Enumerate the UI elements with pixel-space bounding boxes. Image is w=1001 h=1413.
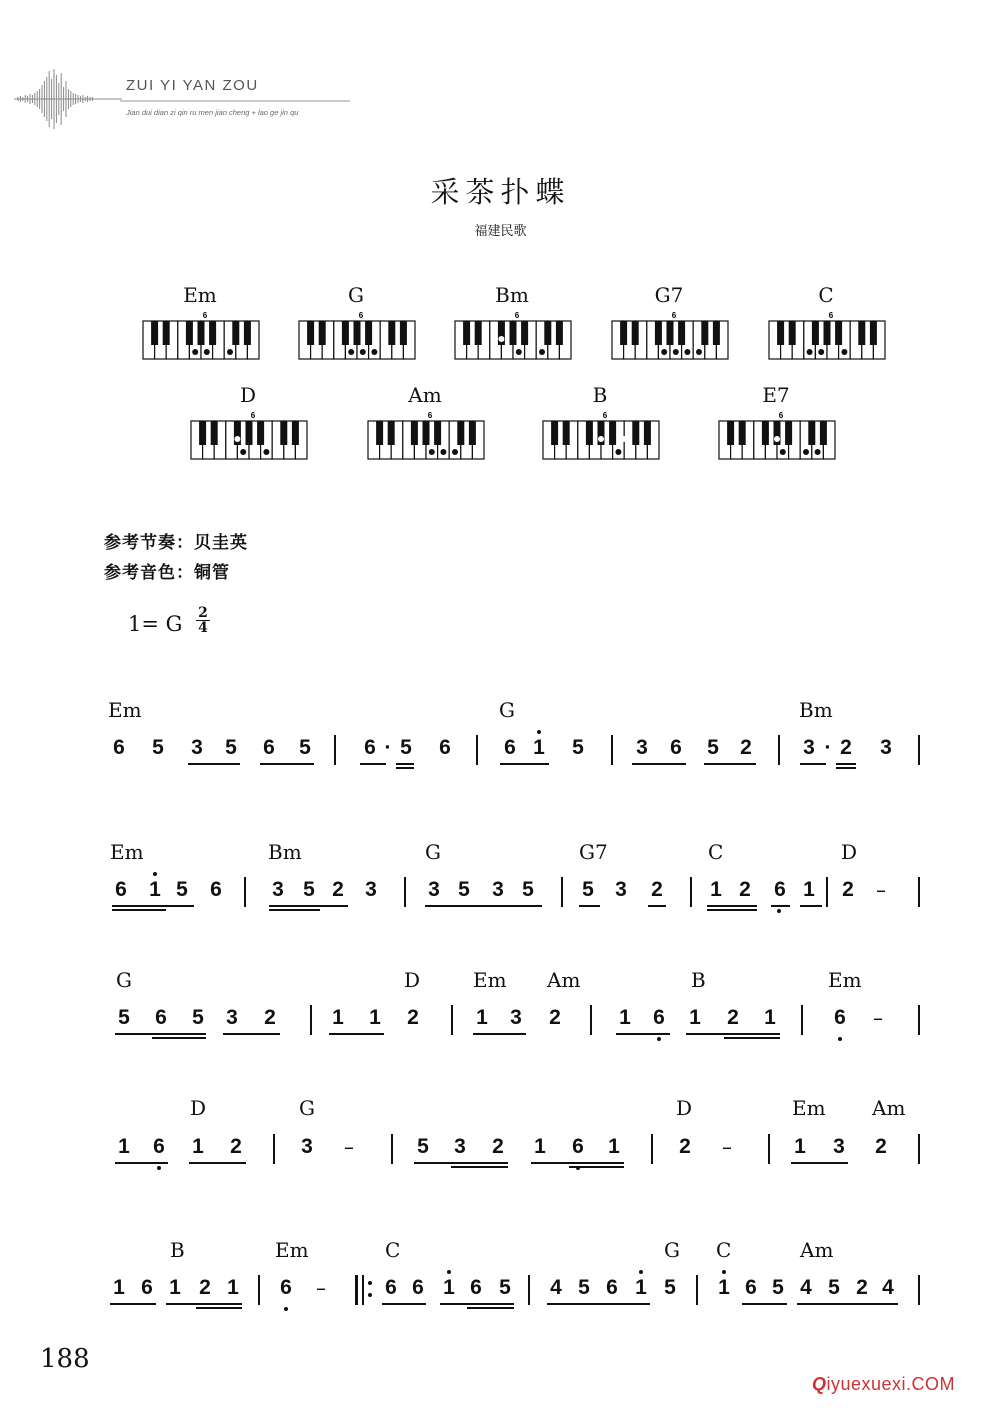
beam-underline [707, 909, 757, 911]
note: 6 [155, 1006, 167, 1029]
barline [918, 1005, 920, 1035]
piano-keyboard-icon [611, 311, 729, 361]
note: 3 [191, 736, 203, 759]
beam-underline [771, 905, 790, 907]
low-octave-dot [838, 1037, 842, 1041]
note: 1 [794, 1135, 806, 1158]
note: 1 [369, 1006, 381, 1029]
note: 1 [476, 1006, 488, 1029]
beam-underline [742, 1303, 787, 1305]
beam-underline [329, 1033, 384, 1035]
note: 6 [653, 1006, 665, 1029]
svg-text:6: 6 [427, 411, 433, 420]
soundwave-logo-icon [14, 64, 124, 134]
chord-diagram-name: Am [408, 383, 442, 407]
high-octave-dot [537, 730, 541, 734]
note: 1 [227, 1276, 239, 1299]
low-octave-dot [576, 1166, 580, 1170]
header-rule [120, 99, 350, 103]
beam-underline [414, 1162, 508, 1164]
key-signature: 1= G [128, 612, 183, 636]
note: 1 [803, 878, 815, 901]
note: 6 [210, 878, 222, 901]
barline [476, 735, 478, 765]
note: 2 [727, 1006, 739, 1029]
piano-keyboard-icon [454, 311, 572, 361]
barline [801, 1005, 803, 1035]
note: 6 [745, 1276, 757, 1299]
high-octave-dot [153, 872, 157, 876]
note: 5 [303, 878, 315, 901]
beam-underline [112, 909, 166, 911]
watermark-text: iyuexuexi.COM [826, 1374, 956, 1394]
note: 5 [299, 736, 311, 759]
note: 2 [230, 1135, 242, 1158]
note: 4 [800, 1276, 812, 1299]
beam-underline [500, 763, 549, 765]
note: 1 [534, 1135, 546, 1158]
note: 6 [834, 1006, 846, 1029]
note: 5 [828, 1276, 840, 1299]
note: 1 [533, 736, 545, 759]
dotted-rhythm: · [384, 736, 392, 759]
beam-underline [467, 1307, 514, 1309]
note: 1 [635, 1276, 647, 1299]
beam-underline [110, 1303, 156, 1305]
sustain-dash: – [722, 1135, 732, 1159]
watermark-logo: Q [812, 1374, 827, 1394]
low-octave-dot [157, 1166, 161, 1170]
repeat-thin-bar [362, 1275, 364, 1305]
note: 2 [199, 1276, 211, 1299]
note: 2 [679, 1135, 691, 1158]
chord-symbol: C [385, 1238, 401, 1262]
chord-symbol: Bm [268, 840, 302, 864]
note: 6 [263, 736, 275, 759]
low-octave-dot [657, 1037, 661, 1041]
note: 6 [364, 736, 376, 759]
beam-underline [396, 763, 414, 765]
barline [611, 735, 613, 765]
time-denominator: 4 [198, 620, 208, 636]
beam-underline [396, 767, 414, 769]
beam-underline [440, 1303, 514, 1305]
note: 5 [772, 1276, 784, 1299]
chord-symbol: C [708, 840, 724, 864]
note: 2 [492, 1135, 504, 1158]
note: 5 [118, 1006, 130, 1029]
chord-diagram-name: Bm [495, 283, 529, 307]
barline [696, 1275, 698, 1305]
note: 5 [582, 878, 594, 901]
beam-underline [115, 1162, 168, 1164]
sustain-dash: – [876, 878, 886, 902]
note: 1 [113, 1276, 125, 1299]
svg-text:6: 6 [358, 311, 364, 320]
note: 2 [549, 1006, 561, 1029]
beam-underline [269, 905, 348, 907]
svg-text:6: 6 [202, 311, 208, 320]
note: 1 [689, 1006, 701, 1029]
note: 5 [192, 1006, 204, 1029]
chord-symbol: Em [792, 1096, 826, 1120]
song-origin: 福建民歌 [474, 224, 527, 239]
chord-symbol: C [716, 1238, 732, 1262]
beam-underline [686, 1033, 780, 1035]
note: 5 [176, 878, 188, 901]
barline [690, 877, 692, 907]
beam-underline [115, 1033, 206, 1035]
barline [528, 1275, 530, 1305]
beam-underline [547, 1303, 650, 1305]
dotted-rhythm: · [824, 736, 832, 759]
time-signature [196, 606, 210, 635]
svg-text:6: 6 [602, 411, 608, 420]
note: 5 [522, 878, 534, 901]
high-octave-dot [639, 1270, 643, 1274]
piano-keyboard-icon [298, 311, 416, 361]
beam-underline [360, 763, 386, 765]
barline [918, 877, 920, 907]
series-subtitle: Jian dui dian zi qin ru men jian cheng + lao ge jin qu [126, 108, 299, 117]
reference-rhythm: 参考节奏：贝圭英 [104, 533, 248, 553]
barline [334, 735, 336, 765]
high-octave-dot [447, 1270, 451, 1274]
svg-text:6: 6 [514, 311, 520, 320]
piano-keyboard-icon [367, 411, 485, 461]
note: 5 [572, 736, 584, 759]
note: 5 [578, 1276, 590, 1299]
chord-diagram-name: E7 [762, 383, 790, 407]
barline [451, 1005, 453, 1035]
note: 3 [428, 878, 440, 901]
barline [244, 877, 246, 907]
chord-symbol: G7 [579, 840, 608, 864]
chord-diagram-name: D [239, 383, 257, 407]
note: 6 [153, 1135, 165, 1158]
note: 1 [718, 1276, 730, 1299]
note: 5 [225, 736, 237, 759]
chord-symbol: Em [108, 698, 142, 722]
note: 3 [833, 1135, 845, 1158]
note: 3 [510, 1006, 522, 1029]
beam-underline [800, 763, 826, 765]
beam-underline [425, 905, 542, 907]
note: 2 [875, 1135, 887, 1158]
barline [918, 735, 920, 765]
barline [590, 1005, 592, 1035]
series-title: ZUI YI YAN ZOU [126, 77, 259, 94]
chord-symbol: B [170, 1238, 185, 1262]
beam-underline [724, 1037, 780, 1039]
beam-underline [189, 1162, 246, 1164]
beam-underline [112, 905, 194, 907]
low-octave-dot [777, 909, 781, 913]
note: 3 [272, 878, 284, 901]
low-octave-dot [284, 1307, 288, 1311]
chord-diagram-name: B [592, 383, 608, 407]
note: 1 [169, 1276, 181, 1299]
note: 3 [454, 1135, 466, 1158]
beam-underline [166, 1303, 242, 1305]
note: 6 [385, 1276, 397, 1299]
note: 6 [470, 1276, 482, 1299]
site-watermark [812, 1374, 955, 1395]
barline [561, 877, 563, 907]
piano-keyboard-icon [768, 311, 886, 361]
repeat-thick-bar [355, 1275, 358, 1305]
barline [918, 1275, 920, 1305]
note: 3 [301, 1135, 313, 1158]
svg-text:6: 6 [828, 311, 834, 320]
note: 1 [608, 1135, 620, 1158]
chord-symbol: Em [110, 840, 144, 864]
note: 3 [615, 878, 627, 901]
repeat-dot [368, 1281, 372, 1285]
note: 1 [443, 1276, 455, 1299]
sustain-dash: – [316, 1276, 326, 1300]
note: 1 [332, 1006, 344, 1029]
beam-underline [648, 905, 666, 907]
barline [310, 1005, 312, 1035]
barline [778, 735, 780, 765]
song-title: 采茶扑蝶 [430, 175, 571, 209]
note: 2 [332, 878, 344, 901]
beam-underline [451, 1166, 508, 1168]
beam-underline [382, 1303, 426, 1305]
barline [651, 1134, 653, 1164]
chord-symbol: Em [275, 1238, 309, 1262]
note: 1 [118, 1135, 130, 1158]
chord-symbol: G [664, 1238, 680, 1262]
beam-underline [836, 767, 856, 769]
chord-diagram-name: Em [183, 283, 217, 307]
note: 2 [264, 1006, 276, 1029]
chord-diagram-name: C [818, 283, 834, 307]
piano-keyboard-icon [718, 411, 836, 461]
barline [258, 1275, 260, 1305]
note: 6 [572, 1135, 584, 1158]
note: 2 [651, 878, 663, 901]
note: 6 [504, 736, 516, 759]
reference-tone: 参考音色：铜管 [104, 563, 230, 583]
beam-underline [531, 1162, 624, 1164]
note: 5 [458, 878, 470, 901]
repeat-dot [368, 1293, 372, 1297]
note: 3 [365, 878, 377, 901]
note: 2 [842, 878, 854, 901]
note: 6 [113, 736, 125, 759]
note: 1 [192, 1135, 204, 1158]
svg-text:6: 6 [250, 411, 256, 420]
chord-symbol: G [299, 1096, 315, 1120]
beam-underline [223, 1033, 280, 1035]
chord-symbol: Em [828, 968, 862, 992]
chord-diagram-name: G [348, 283, 364, 307]
note: 3 [226, 1006, 238, 1029]
note: 6 [606, 1276, 618, 1299]
barline [273, 1134, 275, 1164]
chord-symbol: Am [800, 1238, 834, 1262]
barline [768, 1134, 770, 1164]
barline [918, 1134, 920, 1164]
note: 2 [840, 736, 852, 759]
note: 3 [492, 878, 504, 901]
chord-diagram-name: G7 [654, 283, 684, 307]
chord-symbol: D [841, 840, 858, 864]
piano-keyboard-icon [542, 411, 660, 461]
note: 5 [499, 1276, 511, 1299]
time-numerator: 2 [198, 605, 208, 621]
beam-underline [797, 1303, 898, 1305]
note: 2 [856, 1276, 868, 1299]
chord-symbol: D [676, 1096, 693, 1120]
svg-text:6: 6 [671, 311, 677, 320]
note: 4 [882, 1276, 894, 1299]
note: 4 [550, 1276, 562, 1299]
beam-underline [188, 763, 240, 765]
high-octave-dot [722, 1270, 726, 1274]
note: 5 [400, 736, 412, 759]
beam-underline [800, 905, 822, 907]
chord-symbol: D [404, 968, 421, 992]
chord-symbol: Am [547, 968, 581, 992]
beam-underline [196, 1307, 242, 1309]
sustain-dash: – [873, 1006, 883, 1030]
note: 3 [880, 736, 892, 759]
beam-underline [616, 1033, 670, 1035]
note: 6 [141, 1276, 153, 1299]
piano-keyboard-icon [142, 311, 260, 361]
note: 6 [439, 736, 451, 759]
barline [826, 877, 828, 907]
chord-symbol: G [425, 840, 441, 864]
beam-underline [704, 763, 756, 765]
beam-underline [632, 763, 686, 765]
note: 6 [670, 736, 682, 759]
beam-underline [473, 1033, 526, 1035]
note: 5 [152, 736, 164, 759]
chord-symbol: Bm [799, 698, 833, 722]
beam-underline [152, 1037, 206, 1039]
note: 5 [707, 736, 719, 759]
note: 2 [739, 878, 751, 901]
note: 3 [803, 736, 815, 759]
chord-symbol: D [190, 1096, 207, 1120]
note: 1 [619, 1006, 631, 1029]
chord-symbol: G [116, 968, 132, 992]
note: 6 [412, 1276, 424, 1299]
chord-symbol: Em [473, 968, 507, 992]
chord-symbol: B [691, 968, 706, 992]
beam-underline [579, 905, 600, 907]
note: 2 [740, 736, 752, 759]
piano-keyboard-icon [190, 411, 308, 461]
note: 1 [764, 1006, 776, 1029]
barline [391, 1134, 393, 1164]
chord-symbol: Am [872, 1096, 906, 1120]
sustain-dash: – [344, 1135, 354, 1159]
beam-underline [791, 1162, 848, 1164]
beam-underline [707, 905, 757, 907]
beam-underline [260, 763, 314, 765]
svg-text:6: 6 [778, 411, 784, 420]
chord-symbol: G [499, 698, 515, 722]
page-number: 188 [40, 1344, 90, 1374]
note: 1 [710, 878, 722, 901]
beam-underline [269, 909, 320, 911]
note: 5 [417, 1135, 429, 1158]
beam-underline [836, 763, 856, 765]
note: 2 [407, 1006, 419, 1029]
note: 6 [280, 1276, 292, 1299]
note: 6 [774, 878, 786, 901]
note: 6 [115, 878, 127, 901]
note: 1 [149, 878, 161, 901]
barline [404, 877, 406, 907]
note: 5 [664, 1276, 676, 1299]
note: 3 [636, 736, 648, 759]
